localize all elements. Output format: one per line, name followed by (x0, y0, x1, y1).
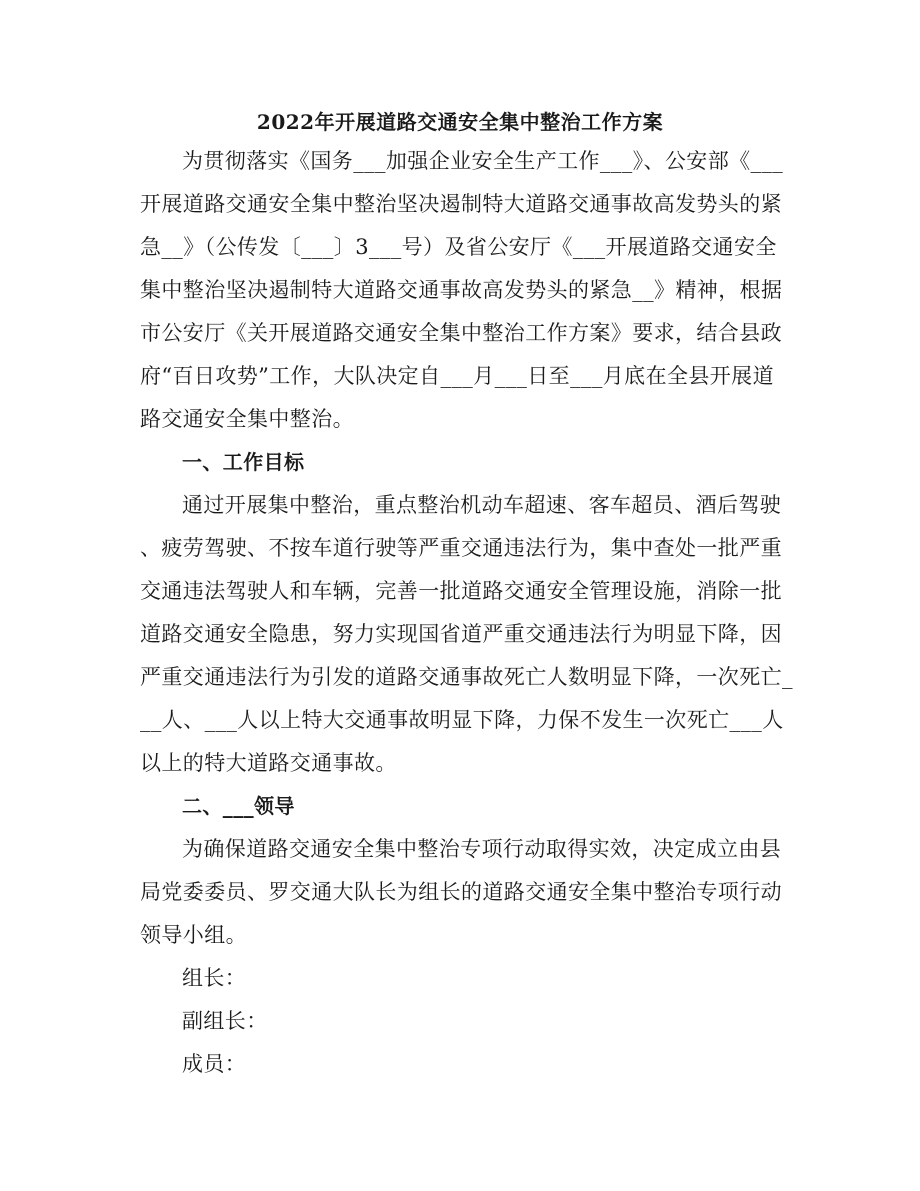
section-2-line-2: 局党委委员、罗交通大队长为组长的道路交通安全集中整治专项行动 (140, 880, 782, 904)
section-1-line-7: 以上的特大道路交通事故。 (140, 751, 397, 775)
section-1-line-1: 通过开展集中整治，重点整治机动车超速、客车超员、酒后驾驶 (182, 493, 782, 517)
intro-line-7: 路交通安全集中整治。 (140, 407, 354, 431)
section-1-line-2: 、疲劳驾驶、不按车道行驶等严重交通违法行为，集中查处一批严重 (140, 536, 782, 560)
intro-line-1: 为贯彻落实《国务___加强企业安全生产工作___》、公安部《___ (182, 149, 784, 173)
intro-line-4: 集中整治坚决遏制特大道路交通事故高发势头的紧急__》精神，根据 (140, 278, 783, 302)
intro-line-2: 开展道路交通安全集中整治坚决遏制特大道路交通事故高发势头的紧 (140, 192, 782, 216)
role-deputy-leader: 副组长： (182, 1009, 268, 1033)
intro-line-5: 市公安厅《关开展道路交通安全集中整治工作方案》要求，结合县政 (140, 321, 782, 345)
section-2-line-3: 领导小组。 (140, 923, 247, 947)
role-leader: 组长： (182, 966, 247, 990)
section-1-line-3: 交通违法驾驶人和车辆，完善一批道路交通安全管理设施，消除一批 (140, 579, 782, 603)
intro-line-3: 急__》（公传发〔___〕3___号）及省公安厅《___开展道路交通安全 (140, 235, 777, 259)
section-1-line-4: 道路交通安全隐患，努力实现国省道严重交通违法行为明显下降，因 (140, 622, 782, 646)
section-1-line-5: 严重交通违法行为引发的道路交通事故死亡人数明显下降，一次死亡_ (140, 665, 793, 689)
document-title: 2022年开展道路交通安全集中整治工作方案 (256, 110, 664, 134)
section-2-heading: 二、___领导 (182, 794, 295, 818)
section-1-line-6: __人、___人以上特大交通事故明显下降，力保不发生一次死亡___人 (140, 708, 784, 732)
section-1-heading: 一、工作目标 (182, 450, 305, 474)
section-2-line-1: 为确保道路交通安全集中整治专项行动取得实效，决定成立由县 (182, 837, 782, 861)
role-members: 成员： (182, 1052, 247, 1076)
intro-line-6: 府“百日攻势”工作，大队决定自___月___日至___月底在全县开展道 (140, 364, 774, 388)
